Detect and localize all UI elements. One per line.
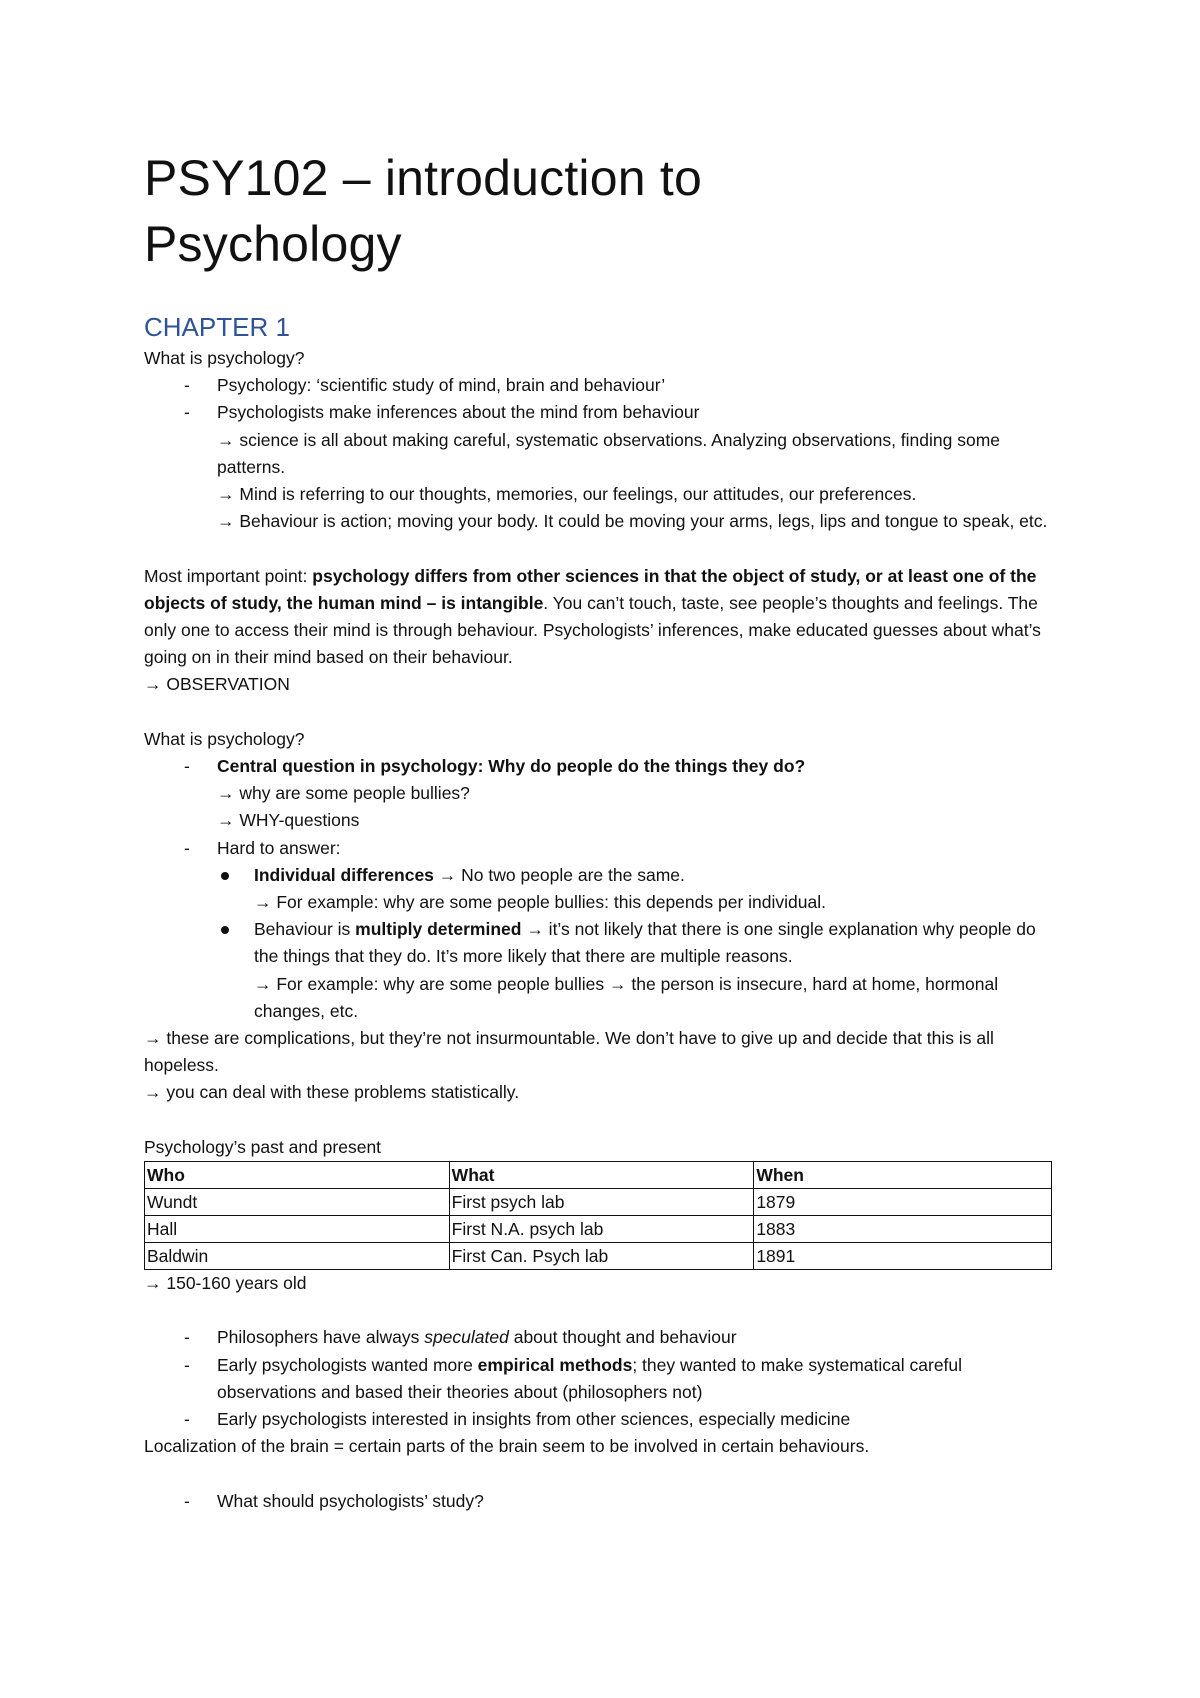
- arrow-note: → WHY-questions: [217, 810, 360, 831]
- question-list: [144, 1488, 1064, 1515]
- table-cell: 1891: [754, 1243, 1052, 1270]
- list-item: [144, 1406, 1064, 1433]
- list-item-text: Psychologists make inferences about the mind from behaviour: [217, 402, 700, 423]
- section-heading-what-is-psychology: What is psychology?: [144, 348, 305, 368]
- list-item-text: Hard to answer:: [217, 837, 341, 858]
- table-cell: Hall: [145, 1216, 450, 1243]
- bullet-item: [217, 862, 1064, 916]
- list-item-text: What should psychologists’ study?: [217, 1490, 484, 1511]
- table-cell: First N.A. psych lab: [449, 1216, 754, 1243]
- arrow-note: → Mind is referring to our thoughts, memories, our feelings, our attitudes, our preferences.: [217, 484, 917, 505]
- table-header-row: [145, 1162, 1052, 1189]
- statistics-note: → you can deal with these problems statistically.: [144, 1082, 520, 1103]
- bullet-text: → it’s not likely that there is one single explanation why people do the things that they do. It’s more likely that there are multiple reasons.: [254, 919, 1036, 967]
- arrow-note: → why are some people bullies?: [217, 783, 470, 804]
- important-rest: . You can’t touch, taste, see people’s thoughts and feelings. The only one to access their mind is through behaviour. Psychologists’ inferences, make educated guesses about what’s going on in their mind based on their behaviour.: [144, 592, 1041, 668]
- age-note: → 150-160 years old: [144, 1273, 307, 1294]
- history-table: [144, 1161, 1052, 1270]
- table-header-cell: Who: [145, 1162, 450, 1189]
- list-item-text: about thought and behaviour: [508, 1327, 737, 1348]
- bold-text: empirical methods: [477, 1354, 633, 1375]
- list-item: [144, 753, 1064, 835]
- title-line-2: Psychology: [144, 216, 402, 272]
- arrow-note: → For example: why are some people bullies → the person is insecure, hard at home, hormonal changes, etc.: [254, 973, 999, 1021]
- central-question-list: [144, 753, 1064, 1025]
- title-line-1: PSY102 – introduction to: [144, 150, 702, 206]
- italic-text: speculated: [424, 1327, 509, 1348]
- chapter-heading: CHAPTER 1: [144, 312, 290, 342]
- table-row: [145, 1216, 1052, 1243]
- arrow-note: → Behaviour is action; moving your body. It could be moving your arms, legs, lips and tongue to speak, etc.: [217, 511, 1048, 532]
- observation-note: → OBSERVATION: [144, 674, 290, 695]
- bullet-bold: multiply determined: [355, 919, 522, 940]
- list-item: [144, 399, 1064, 535]
- arrow-note: → For example: why are some people bullies: this depends per individual.: [254, 892, 826, 913]
- table-header-cell: What: [449, 1162, 754, 1189]
- central-question: Central question in psychology: Why do people do the things they do?: [217, 756, 806, 777]
- section-heading-what-is-psychology-2: What is psychology?: [144, 728, 305, 749]
- list-item: [144, 1488, 1064, 1515]
- complications-note: → these are complications, but they’re not insurmountable. We don’t have to give up and decide that this is all hopeless.: [144, 1028, 994, 1076]
- bullet-item: [217, 916, 1064, 1025]
- list-item-text: Philosophers have always: [217, 1327, 425, 1348]
- list-item: [144, 835, 1064, 1025]
- important-lead: Most important point:: [144, 565, 313, 586]
- table-cell: First Can. Psych lab: [449, 1243, 754, 1270]
- table-header-cell: When: [754, 1162, 1052, 1189]
- list-item: [144, 372, 1064, 399]
- table-row: [145, 1243, 1052, 1270]
- table-cell: 1879: [754, 1189, 1052, 1216]
- document-body: [144, 145, 1064, 1515]
- arrow-note: → science is all about making careful, systematic observations. Analyzing observations, finding some patterns.: [217, 429, 1001, 477]
- history-heading: Psychology’s past and present: [144, 1136, 382, 1157]
- table-cell: Wundt: [145, 1189, 450, 1216]
- bullet-text: → No two people are the same.: [433, 864, 685, 885]
- list-item-text: Early psychologists interested in insights from other sciences, especially medicine: [217, 1409, 851, 1430]
- localization-note: Localization of the brain = certain parts of the brain seem to be involved in certain behaviours.: [144, 1436, 870, 1457]
- list-item-text: Psychology: ‘scientific study of mind, brain and behaviour’: [217, 375, 666, 396]
- list-item: [144, 1352, 1064, 1406]
- important-bold-text: psychology differs from other sciences in that the object of study, or at least one of the objects of study, the human mind – is intangible: [144, 565, 1037, 613]
- list-item: [144, 1324, 1064, 1351]
- definition-list: [144, 372, 1064, 535]
- difficulty-bullets: [217, 862, 1064, 1025]
- table-cell: First psych lab: [449, 1189, 754, 1216]
- history-list: [144, 1324, 1064, 1433]
- table-cell: 1883: [754, 1216, 1052, 1243]
- table-row: [145, 1189, 1052, 1216]
- bullet-text: Behaviour is: [254, 919, 356, 940]
- important-point-paragraph: [144, 563, 1064, 672]
- table-cell: Baldwin: [145, 1243, 450, 1270]
- list-item-text: ; they wanted to make systematical careful observations and based their theories about (philosophers not): [217, 1354, 963, 1402]
- list-item-text: Early psychologists wanted more: [217, 1354, 478, 1375]
- bullet-bold: Individual differences: [254, 864, 434, 885]
- page-title: [144, 145, 1064, 277]
